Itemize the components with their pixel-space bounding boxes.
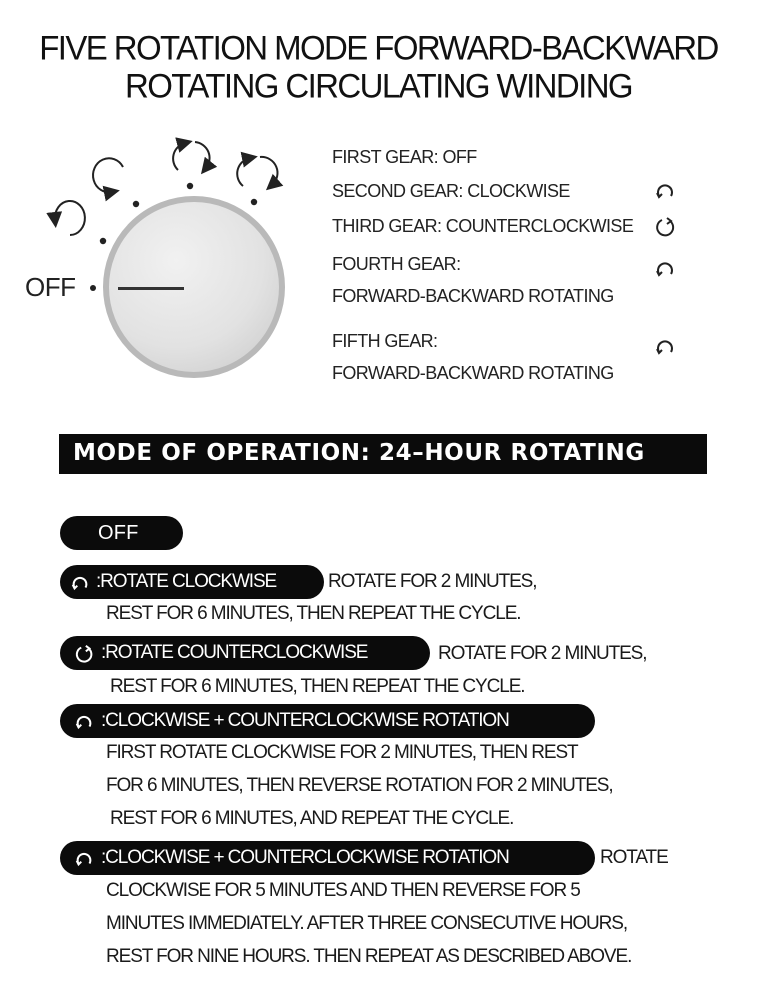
mode-forward-backward-desc-1c: REST FOR 6 MINUTES, AND REPEAT THE CYCLE.: [110, 808, 514, 829]
both-direction-icon: [654, 258, 676, 280]
mode-clockwise-pill: [60, 565, 324, 599]
gear-line-4: FOURTH GEAR:: [332, 254, 461, 274]
mode-counterclockwise-desc-2: REST FOR 6 MINUTES, THEN REPEAT THE CYCLE.: [110, 676, 525, 697]
mode-counterclockwise-desc-1: ROTATE FOR 2 MINUTES,: [438, 643, 647, 664]
gear-line-5: FORWARD-BACKWARD ROTATING: [332, 286, 614, 306]
both-direction-icon: [74, 712, 94, 732]
gear-list: [332, 140, 732, 400]
mode-forward-backward-desc-2b: CLOCKWISE FOR 5 MINUTES AND THEN REVERSE FOR 5: [106, 880, 580, 901]
both-direction-icon: [237, 157, 277, 186]
banner-text: MODE OF OPERATION: 24–HOUR ROTATING: [73, 440, 645, 466]
mode-off-pill: [60, 516, 183, 550]
both-direction-icon: [74, 849, 94, 869]
gear-line-2: SECOND GEAR: CLOCKWISE: [332, 181, 570, 201]
mode-off-label: OFF: [98, 522, 139, 544]
gear-line-7: FORWARD-BACKWARD ROTATING: [332, 363, 614, 383]
gear-line-3: THIRD GEAR: COUNTERCLOCKWISE: [332, 216, 634, 236]
mode-forward-backward-label-2: :CLOCKWISE + COUNTERCLOCKWISE ROTATION: [101, 847, 509, 868]
mode-forward-backward-label-1: :CLOCKWISE + COUNTERCLOCKWISE ROTATION: [101, 710, 509, 731]
mode-forward-backward-desc-1a: FIRST ROTATE CLOCKWISE FOR 2 MINUTES, THEN REST: [106, 742, 578, 763]
position-dot-4: [251, 199, 257, 205]
operation-mode-banner: [59, 434, 707, 474]
mode-clockwise-desc-2: REST FOR 6 MINUTES, THEN REPEAT THE CYCLE.: [106, 603, 521, 624]
counterclockwise-icon: [93, 158, 123, 192]
page-title-line-2: ROTATING CIRCULATING WINDING: [124, 66, 633, 105]
counterclockwise-icon: [654, 216, 676, 238]
both-direction-icon: [654, 336, 676, 358]
mode-forward-backward-desc-1b: FOR 6 MINUTES, THEN REVERSE ROTATION FOR 2 MINUTES,: [106, 775, 613, 796]
position-dot-3: [187, 183, 193, 189]
mode-clockwise-label: :ROTATE CLOCKWISE: [96, 571, 277, 592]
clockwise-icon: [55, 201, 85, 235]
mode-forward-backward-desc-2a: ROTATE: [600, 847, 668, 868]
mode-forward-backward-pill-2: [60, 841, 595, 875]
position-dot-off: [90, 285, 96, 291]
clockwise-icon: [70, 573, 90, 593]
mode-forward-backward-desc-2c: MINUTES IMMEDIATELY. AFTER THREE CONSECUTIVE HOURS,: [106, 913, 628, 934]
dial-knob: [106, 199, 282, 375]
mode-forward-backward-desc-2d: REST FOR NINE HOURS. THEN REPEAT AS DESCRIBED ABOVE.: [106, 946, 632, 967]
mode-counterclockwise-pill: [60, 636, 430, 670]
page-title-line-1: FIVE ROTATION MODE FORWARD-BACKWARD: [39, 28, 718, 67]
clockwise-icon: [654, 180, 676, 202]
dial-off-label: OFF: [25, 272, 76, 302]
position-dot-1: [100, 238, 106, 244]
mode-forward-backward-pill-1: [60, 704, 595, 738]
both-direction-icon: [173, 142, 209, 170]
rotation-dial: [0, 130, 320, 390]
counterclockwise-icon: [74, 644, 94, 664]
position-dot-2: [133, 201, 139, 207]
gear-line-6: FIFTH GEAR:: [332, 331, 438, 351]
mode-clockwise-desc-1: ROTATE FOR 2 MINUTES,: [328, 571, 537, 592]
mode-counterclockwise-label: :ROTATE COUNTERCLOCKWISE: [101, 642, 368, 663]
gear-line-1: FIRST GEAR: OFF: [332, 147, 477, 167]
